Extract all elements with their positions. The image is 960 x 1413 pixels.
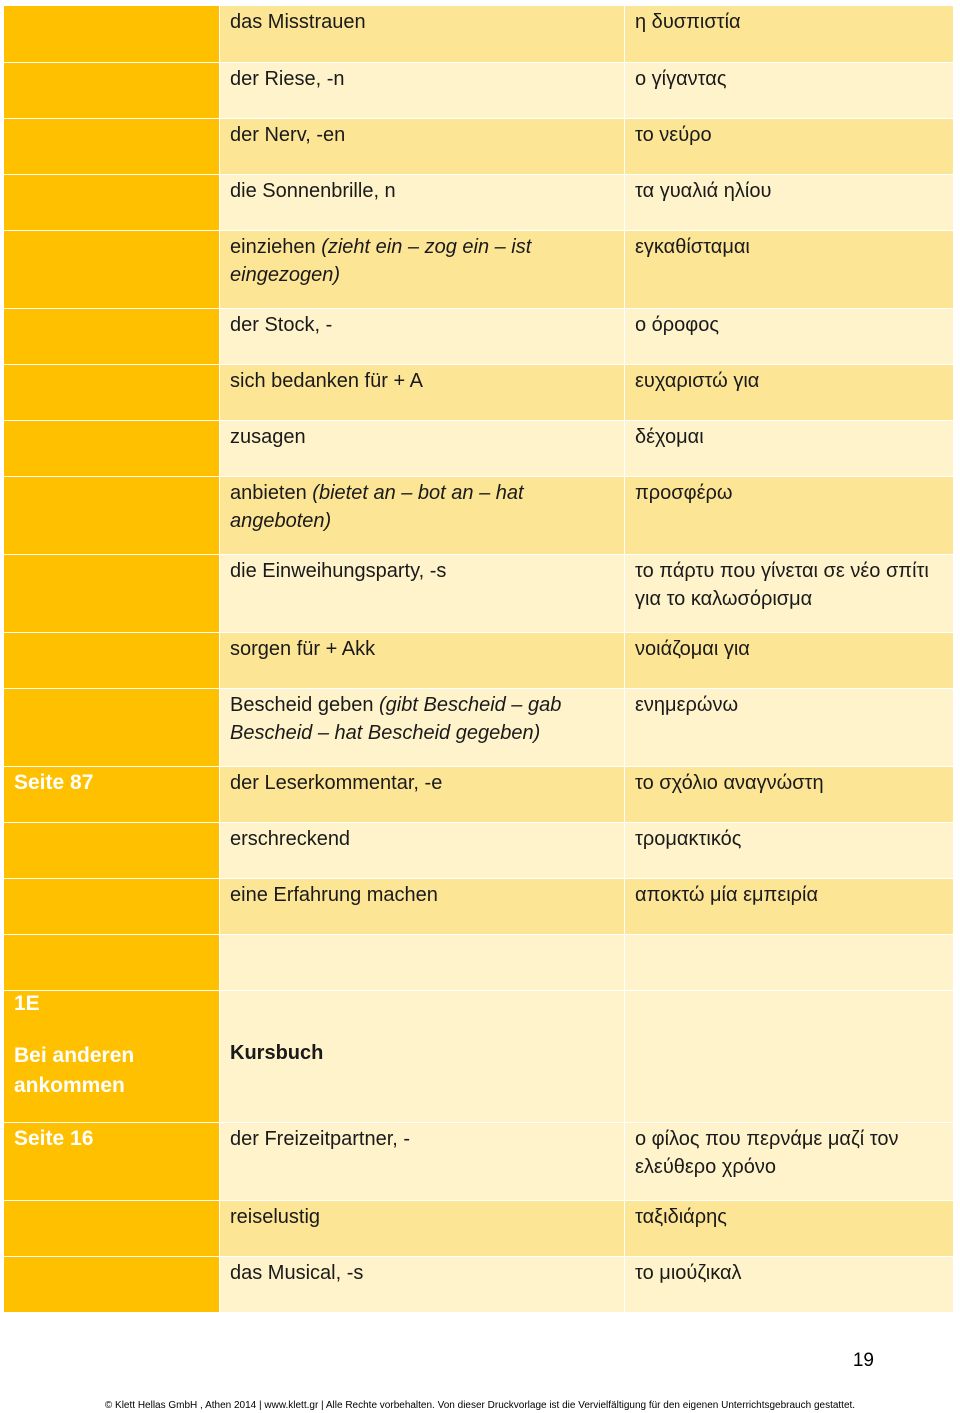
greek-translation: ενημερώνω [635,694,739,716]
section-label-cell [4,555,220,633]
german-term: zusagen [230,426,306,448]
greek-translation-cell [625,6,954,63]
greek-translation: το πάρτυ που γίνεται σε νέο σπίτι για το καλωσόρισμα [635,560,929,610]
section-title-cell [4,991,220,1123]
vocab-row [4,63,954,119]
page-ref-label [14,1257,209,1259]
greek-translation: τρομακτικός [635,828,742,850]
greek-translation: αποκτώ μία εμπειρία [635,884,819,906]
greek-translation-cell [625,477,954,555]
section-label-cell [4,365,220,421]
german-term-cell [220,633,625,689]
empty-cell [625,991,954,1123]
page-ref-label [14,175,209,177]
vocab-row [4,555,954,633]
german-term: Bescheid geben [230,694,380,716]
copyright-footer: © Klett Hellas GmbH , Athen 2014 | www.klett.gr | Alle Rechte vorbehalten. Von dieser Druckvorlage ist die Vervielfältigung für den eigenen Unterrichtsgebrauch gestattet. [104,1400,856,1411]
german-term-cell [220,477,625,555]
section-label-cell [4,175,220,231]
german-term-cell [220,421,625,477]
section-code: 1E [14,992,40,1015]
greek-translation-cell [625,63,954,119]
page-ref-label [14,555,209,557]
greek-translation-cell [625,767,954,823]
section-label-cell [4,119,220,175]
german-term-cell [220,555,625,633]
german-term-cell [220,1123,625,1201]
german-term-cell [220,231,625,309]
vocab-row [4,689,954,767]
page-ref-label [14,1201,209,1203]
page-ref-label: Seite 16 [14,1127,94,1150]
greek-translation-cell [625,1201,954,1257]
greek-translation: προσφέρω [635,482,733,504]
page-ref-label: Seite 87 [14,771,94,794]
section-label-cell [4,935,220,991]
german-term: der Nerv, -en [230,124,346,146]
vocab-row [4,119,954,175]
german-term: der Riese, -n [230,68,345,90]
greek-translation-cell [625,689,954,767]
german-term: anbieten [230,482,313,504]
vocabulary-table [3,5,954,1313]
german-verb-forms: (zieht ein – zog ein – ist eingezogen) [230,236,532,286]
vocab-row [4,935,954,991]
page-ref-label [14,689,209,691]
greek-translation-cell [625,823,954,879]
section-label-cell [4,1123,220,1201]
greek-translation-cell [625,309,954,365]
section-label-cell [4,421,220,477]
german-term-cell [220,1201,625,1257]
german-term: der Leserkommentar, -e [230,772,443,794]
page-ref-label [14,309,209,311]
page-ref-label [14,421,209,423]
greek-translation-cell [625,175,954,231]
section-label-cell [4,823,220,879]
greek-translation: ο όροφος [635,314,720,336]
section-label-cell [4,1257,220,1313]
greek-translation: εγκαθίσταμαι [635,236,750,258]
section-label-cell [4,63,220,119]
vocab-row [4,231,954,309]
german-term: eine Erfahrung machen [230,884,438,906]
page-ref-label [14,879,209,881]
german-term: einziehen [230,236,322,258]
german-term-cell [220,823,625,879]
german-verb-forms: (bietet an – bot an – hat angeboten) [230,482,524,532]
vocab-row [4,421,954,477]
section-label-cell [4,879,220,935]
vocab-row [4,175,954,231]
greek-translation-cell [625,555,954,633]
greek-translation: ταξιδιάρης [635,1206,727,1228]
section-label-cell [4,477,220,555]
greek-translation: ο φίλος που περνάμε μαζί τον ελεύθερο χρόνο [635,1128,899,1178]
greek-translation-cell [625,365,954,421]
german-term-cell [220,6,625,63]
page-ref-label [14,6,209,8]
vocab-row [4,1201,954,1257]
section-label-cell [4,633,220,689]
german-term: das Misstrauen [230,11,366,33]
german-term-cell [220,935,625,991]
vocab-row [4,1123,954,1201]
vocab-row [4,1257,954,1313]
greek-translation-cell [625,633,954,689]
section-label-cell [4,6,220,63]
section-header-row [4,991,954,1123]
greek-translation: το μιούζικαλ [635,1262,742,1284]
greek-translation: το νεύρο [635,124,712,146]
german-term: der Freizeitpartner, - [230,1128,411,1150]
german-term: sich bedanken für + A [230,370,423,392]
vocab-row [4,6,954,63]
german-verb-forms: (gibt Bescheid – gab Bescheid – hat Bescheid gegeben) [230,694,562,744]
page-ref-label [14,935,209,937]
greek-translation: δέχομαι [635,426,704,448]
section-label-cell [4,767,220,823]
page-number: 19 [852,1350,874,1371]
german-term: der Stock, - [230,314,333,336]
page-ref-label [14,231,209,233]
german-term: sorgen für + Akk [230,638,376,660]
german-term-cell [220,175,625,231]
german-term: das Musical, -s [230,1262,364,1284]
section-title: Bei anderen ankommen [14,1044,135,1097]
german-term-cell [220,767,625,823]
section-label-cell [4,309,220,365]
greek-translation: νοιάζομαι για [635,638,750,660]
german-term: erschreckend [230,828,351,850]
vocab-row [4,767,954,823]
section-label-cell [4,689,220,767]
vocab-row [4,309,954,365]
german-term-cell [220,63,625,119]
vocab-row [4,633,954,689]
page-ref-label [14,823,209,825]
vocab-row [4,477,954,555]
german-term: reiselustig [230,1206,321,1228]
greek-translation-cell [625,935,954,991]
greek-translation-cell [625,879,954,935]
german-term: die Einweihungsparty, -s [230,560,447,582]
book-label: Kursbuch [230,1042,324,1064]
page-ref-label [14,633,209,635]
german-term-cell [220,309,625,365]
book-label-cell [220,991,625,1123]
greek-translation-cell [625,421,954,477]
greek-translation: η δυσπιστία [635,11,741,33]
greek-translation-cell [625,231,954,309]
page-ref-label [14,477,209,479]
greek-translation-cell [625,119,954,175]
vocab-row [4,365,954,421]
german-term-cell [220,879,625,935]
greek-translation-cell [625,1257,954,1313]
german-term-cell [220,689,625,767]
section-label-cell [4,231,220,309]
vocab-row [4,879,954,935]
greek-translation: ο γίγαντας [635,68,727,90]
german-term-cell [220,365,625,421]
german-term: die Sonnenbrille, n [230,180,396,202]
german-term-cell [220,119,625,175]
greek-translation: το σχόλιο αναγνώστη [635,772,824,794]
greek-translation-cell [625,1123,954,1201]
page-ref-label [14,119,209,121]
page-ref-label [14,365,209,367]
page-ref-label [14,63,209,65]
greek-translation: τα γυαλιά ηλίου [635,180,772,202]
section-label-cell [4,1201,220,1257]
german-term-cell [220,1257,625,1313]
vocab-row [4,823,954,879]
greek-translation: ευχαριστώ για [635,370,760,392]
